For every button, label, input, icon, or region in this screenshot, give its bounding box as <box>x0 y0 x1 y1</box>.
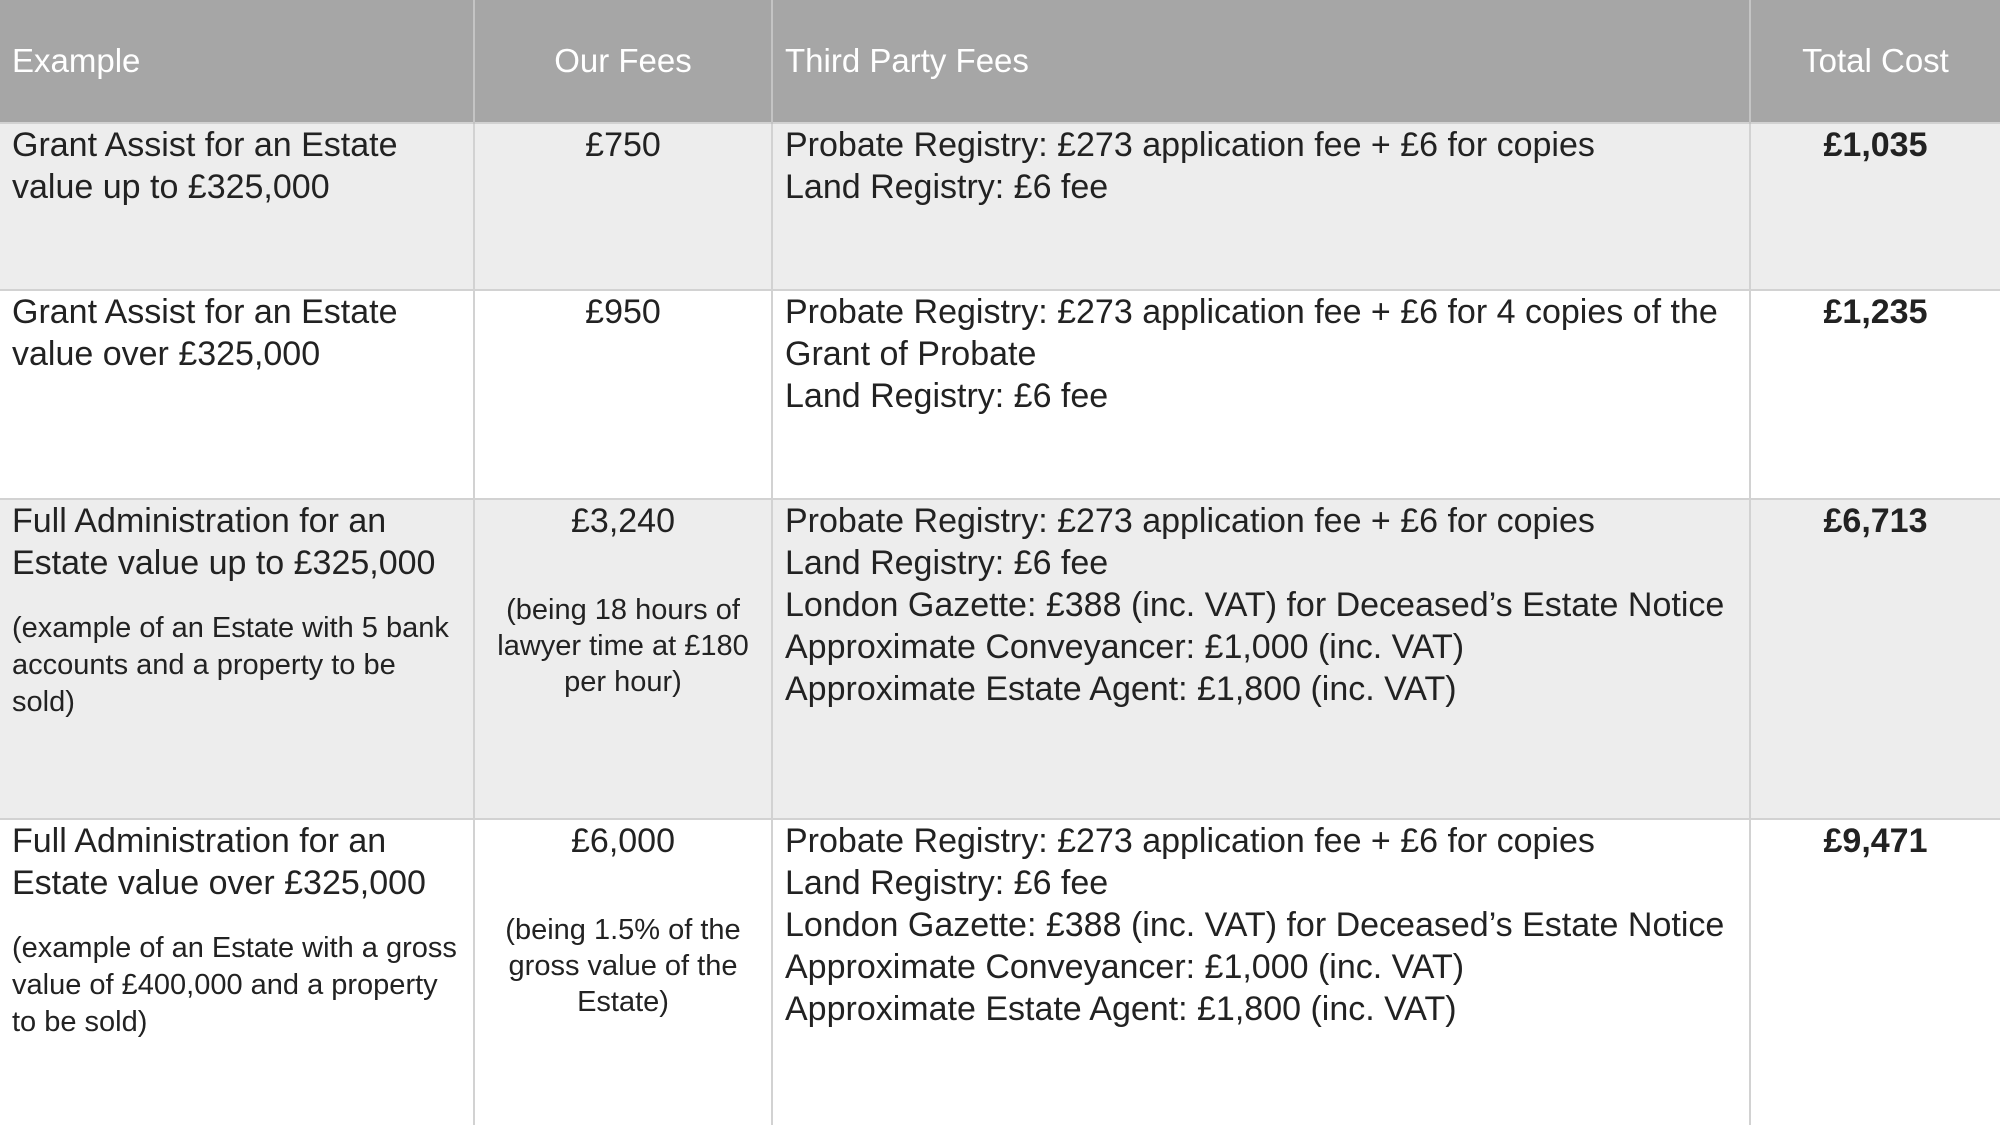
third-party-line: Approximate Conveyancer: £1,000 (inc. VAT) <box>785 628 1465 666</box>
third-party-cell <box>772 290 1750 499</box>
third-party-line: Land Registry: £6 fee <box>785 168 1109 206</box>
example-cell <box>0 499 474 819</box>
third-party-cell <box>772 499 1750 819</box>
our-fee-amount: £750 <box>585 126 661 164</box>
our-fee-amount: £6,000 <box>571 822 675 860</box>
total-cost-cell: £1,035 <box>1750 123 2000 290</box>
header-example: Example <box>0 0 474 123</box>
header-our-fees: Our Fees <box>474 0 772 123</box>
example-title: Full Administration for an Estate value up to £325,000 <box>12 502 436 582</box>
table-body <box>0 123 2000 1125</box>
third-party-line: Probate Registry: £273 application fee + £6 for 4 copies of the Grant of Probate <box>785 293 1718 373</box>
total-cost-cell: £6,713 <box>1750 499 2000 819</box>
third-party-line: London Gazette: £388 (inc. VAT) for Deceased’s Estate Notice <box>785 906 1725 944</box>
our-fee-cell <box>474 290 772 499</box>
our-fee-note: (being 1.5% of the gross value of the Estate) <box>505 914 741 1018</box>
third-party-cell <box>772 819 1750 1125</box>
our-fee-amount: £950 <box>585 293 661 331</box>
example-note: (example of an Estate with a gross value of £400,000 and a property to be sold) <box>12 932 457 1038</box>
our-fee-cell <box>474 819 772 1125</box>
example-note: (example of an Estate with 5 bank accounts and a property to be sold) <box>12 612 449 718</box>
third-party-line: Land Registry: £6 fee <box>785 377 1109 415</box>
third-party-line: London Gazette: £388 (inc. VAT) for Deceased’s Estate Notice <box>785 586 1725 624</box>
header-third-party-fees: Third Party Fees <box>772 0 1750 123</box>
table-row <box>0 819 2000 1125</box>
third-party-line: Land Registry: £6 fee <box>785 544 1109 582</box>
example-title: Full Administration for an Estate value over £325,000 <box>12 822 426 902</box>
table-row <box>0 499 2000 819</box>
our-fee-cell <box>474 499 772 819</box>
third-party-line: Approximate Estate Agent: £1,800 (inc. VAT) <box>785 990 1457 1028</box>
table-row <box>0 290 2000 499</box>
example-cell <box>0 819 474 1125</box>
third-party-line: Probate Registry: £273 application fee + £6 for copies <box>785 502 1595 540</box>
total-cost-cell: £9,471 <box>1750 819 2000 1125</box>
third-party-line: Probate Registry: £273 application fee + £6 for copies <box>785 126 1595 164</box>
third-party-cell <box>772 123 1750 290</box>
example-title: Grant Assist for an Estate value up to £325,000 <box>12 126 398 206</box>
our-fee-amount: £3,240 <box>571 502 675 540</box>
header-total-cost: Total Cost <box>1750 0 2000 123</box>
third-party-line: Approximate Conveyancer: £1,000 (inc. VAT) <box>785 948 1465 986</box>
header-row <box>0 0 2000 123</box>
our-fee-note: (being 18 hours of lawyer time at £180 per hour) <box>497 594 749 698</box>
example-cell <box>0 290 474 499</box>
third-party-line: Probate Registry: £273 application fee + £6 for copies <box>785 822 1595 860</box>
total-cost-cell: £1,235 <box>1750 290 2000 499</box>
example-title: Grant Assist for an Estate value over £325,000 <box>12 293 398 373</box>
table-header <box>0 0 2000 123</box>
our-fee-cell <box>474 123 772 290</box>
table-row <box>0 123 2000 290</box>
third-party-line: Approximate Estate Agent: £1,800 (inc. VAT) <box>785 670 1457 708</box>
example-cell <box>0 123 474 290</box>
third-party-line: Land Registry: £6 fee <box>785 864 1109 902</box>
